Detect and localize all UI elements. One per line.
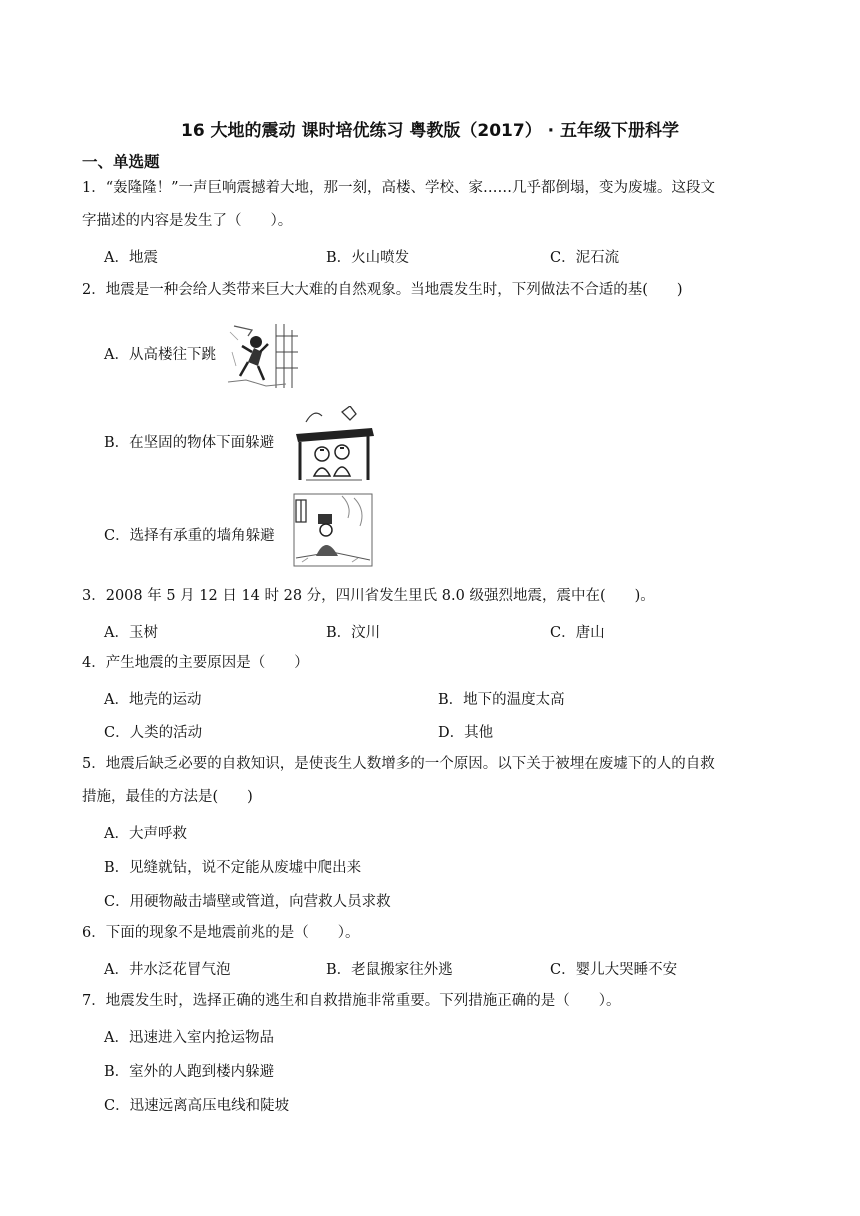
page-title: 16 大地的震动 课时培优练习 粤教版（2017） · 五年级下册科学 [180,121,680,141]
question-4-stem-line-1: 4．产生地震的主要原因是（ ） [82,655,309,671]
question-3-option-a[interactable]: A．玉树 [104,625,158,641]
question-2-stem-line-1: 2．地震是一种会给人类带来巨大大难的自然观象。当地震发生时，下列做法不合适的基( ) [82,282,683,298]
question-4-option-d[interactable]: D．其他 [438,725,494,741]
question-4-option-b[interactable]: B．地下的温度太高 [438,692,565,708]
question-7-option-b[interactable]: B．室外的人跑到楼内躲避 [104,1064,275,1080]
question-2-option-c[interactable]: C．选择有承重的墙角躲避 [104,528,275,544]
question-5-option-c[interactable]: C．用硬物敲击墙壁或管道，向营救人员求救 [104,894,391,910]
question-6-option-a[interactable]: A．井水泛花冒气泡 [104,962,231,978]
question-6-stem-line-1: 6．下面的现象不是地震前兆的是（ ）。 [82,925,360,941]
question-3-option-b[interactable]: B．汶川 [326,625,381,641]
question-1-stem-line-1: 1．“轰隆隆！”一声巨响震撼着大地，那一刻，高楼、学校、家……几乎都倒塌，变为废墟。这段文 [82,180,716,196]
question-4-option-c[interactable]: C．人类的活动 [104,725,203,741]
question-5-option-b[interactable]: B．见缝就钻，说不定能从废墟中爬出来 [104,860,362,876]
question-1-option-b[interactable]: B．火山喷发 [326,250,410,266]
question-7-option-a[interactable]: A．迅速进入室内抢运物品 [104,1030,274,1046]
question-1-option-a[interactable]: A．地震 [104,250,158,266]
question-5-option-a[interactable]: A．大声呼救 [104,826,187,842]
question-6-option-b[interactable]: B．老鼠搬家往外逃 [326,962,453,978]
person-jumping-illustration [226,322,302,390]
question-3-option-c[interactable]: C．唐山 [550,625,605,641]
question-5-stem-line-2: 措施，最佳的方法是( ) [82,789,253,805]
person-in-corner-illustration [292,492,374,568]
question-7-stem-line-1: 7．地震发生时，选择正确的逃生和自救措施非常重要。下列措施正确的是（ ）。 [82,993,621,1009]
question-3-stem-line-1: 3．2008 年 5 月 12 日 14 时 28 分，四川省发生里氏 8.0 级强烈地震，震中在( )。 [82,588,655,604]
question-6-option-c[interactable]: C．婴儿大哭睡不安 [550,962,678,978]
section-heading: 一、单选题 [82,153,160,171]
children-under-table-illustration [292,406,376,482]
question-7-option-c[interactable]: C．迅速远离高压电线和陡坡 [104,1098,290,1114]
question-4-option-a[interactable]: A．地壳的运动 [104,692,202,708]
question-5-stem-line-1: 5．地震后缺乏必要的自救知识，是使丧生人数增多的一个原因。以下关于被埋在废墟下的人的自救 [82,756,715,772]
question-2-option-a[interactable]: A．从高楼往下跳 [104,347,216,363]
question-1-option-c[interactable]: C．泥石流 [550,250,620,266]
question-2-option-b[interactable]: B．在坚固的物体下面躲避 [104,435,275,451]
question-1-stem-line-2: 字描述的内容是发生了（ ）。 [82,213,293,229]
